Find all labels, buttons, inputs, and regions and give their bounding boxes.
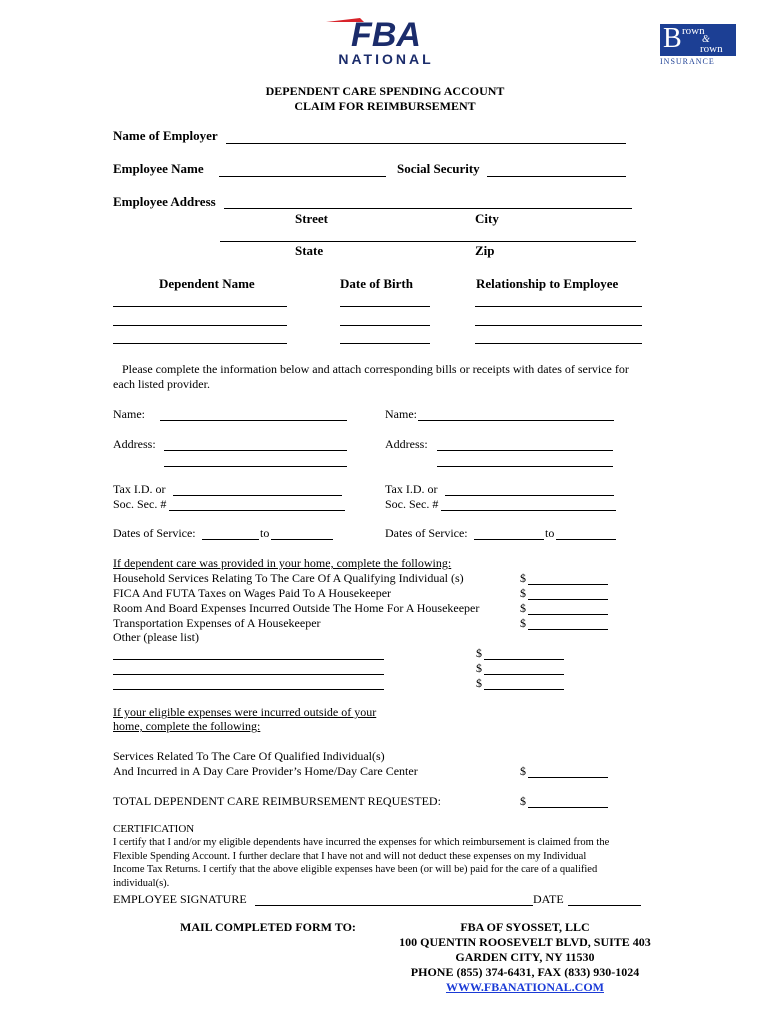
certification-heading: CERTIFICATION: [113, 823, 195, 835]
employee-name-field[interactable]: [219, 176, 386, 177]
total-label: TOTAL DEPENDENT CARE REIMBURSEMENT REQUESTED:: [113, 794, 441, 808]
signature-field[interactable]: [255, 905, 533, 906]
dependent-name-field-2[interactable]: [113, 325, 287, 326]
home-care-heading: If dependent care was provided in your home, complete the following:: [113, 556, 452, 570]
national-text: NATIONAL: [338, 51, 434, 67]
relationship-field-2[interactable]: [475, 325, 642, 326]
outside-care-services-1: Services Related To The Care Of Qualified Individual(s): [113, 749, 385, 763]
provider2-date-from-field[interactable]: [474, 539, 544, 540]
brown-logo-box: [660, 24, 736, 56]
other-amount-3[interactable]: [484, 689, 564, 690]
brown-and-brown-logo: [658, 24, 740, 66]
provider2-socsec-label: Soc. Sec. #: [385, 497, 439, 511]
provider2-taxid-label: Tax I.D. or: [385, 482, 438, 496]
provider2-address-field-2[interactable]: [437, 466, 613, 467]
certification-line-4: individual(s).: [113, 878, 170, 889]
home-care-item-4: Transportation Expenses of A Housekeeper: [113, 616, 321, 630]
state-zip-field[interactable]: [220, 241, 636, 242]
total-amount[interactable]: [528, 807, 608, 808]
home-care-amount-2[interactable]: [528, 599, 608, 600]
dob-field-3[interactable]: [340, 343, 430, 344]
brown-logo-b-mark: B: [663, 23, 682, 54]
home-care-amount-1[interactable]: [528, 584, 608, 585]
dependent-name-field-1[interactable]: [113, 306, 287, 307]
employer-label: Name of Employer: [113, 128, 218, 143]
provider1-address-field-1[interactable]: [164, 450, 347, 451]
provider2-address-label: Address:: [385, 437, 428, 451]
other-dollar-1: $: [476, 646, 482, 660]
city-label: City: [475, 211, 499, 226]
address-label: Employee Address: [113, 194, 216, 209]
home-care-dollar-2: $: [520, 586, 526, 600]
relationship-field-3[interactable]: [475, 343, 642, 344]
home-care-amount-4[interactable]: [528, 629, 608, 630]
other-desc-field-2[interactable]: [113, 674, 384, 675]
title-line1: DEPENDENT CARE SPENDING ACCOUNT: [265, 84, 505, 98]
other-desc-field-3[interactable]: [113, 689, 384, 690]
provider2-date-to-field[interactable]: [556, 539, 616, 540]
brown-logo-amp: &: [702, 34, 710, 45]
other-dollar-3: $: [476, 676, 482, 690]
mail-phone: PHONE (855) 374-6431, FAX (833) 930-1024: [410, 965, 640, 979]
certification-line-3: Income Tax Returns. I certify that the above eligible expenses have been (or will be) paid for the care of a qualified: [113, 864, 598, 875]
other-dollar-2: $: [476, 661, 482, 675]
ssn-label: Social Security: [397, 161, 480, 176]
provider2-socsec-field[interactable]: [441, 510, 616, 511]
employee-name-label: Employee Name: [113, 161, 204, 176]
street-city-field[interactable]: [224, 208, 632, 209]
home-care-dollar-1: $: [520, 571, 526, 585]
state-label: State: [295, 243, 324, 258]
provider1-taxid-label: Tax I.D. or: [113, 482, 166, 496]
outside-care-heading-1: If your eligible expenses were incurred outside of your: [113, 705, 377, 719]
home-care-item-2: FICA And FUTA Taxes on Wages Paid To A Housekeeper: [113, 586, 392, 600]
date-label: DATE: [533, 892, 564, 906]
provider1-address-label: Address:: [113, 437, 156, 451]
brown-logo-word2: rown: [700, 43, 723, 55]
mail-address2: GARDEN CITY, NY 11530: [455, 950, 595, 964]
title-line2: CLAIM FOR REIMBURSEMENT: [294, 99, 476, 113]
dependent-name-field-3[interactable]: [113, 343, 287, 344]
provider1-socsec-label: Soc. Sec. #: [113, 497, 167, 511]
brown-logo-sub: INSURANCE: [660, 57, 715, 66]
provider1-date-to-field[interactable]: [271, 539, 333, 540]
provider1-taxid-field[interactable]: [173, 495, 342, 496]
dob-field-2[interactable]: [340, 325, 430, 326]
signature-label: EMPLOYEE SIGNATURE: [113, 892, 247, 906]
provider1-name-label: Name:: [113, 407, 145, 421]
date-field[interactable]: [568, 905, 641, 906]
total-dollar: $: [520, 794, 526, 808]
home-care-amount-3[interactable]: [528, 614, 608, 615]
other-amount-1[interactable]: [484, 659, 564, 660]
provider1-socsec-field[interactable]: [169, 510, 345, 511]
brown-logo-word1: rown: [682, 25, 705, 37]
provider1-dates-label: Dates of Service:: [113, 526, 196, 540]
dob-field-1[interactable]: [340, 306, 430, 307]
home-care-item-1: Household Services Relating To The Care Of A Qualifying Individual (s): [113, 571, 464, 585]
provider2-name-field[interactable]: [418, 420, 614, 421]
home-care-item-3: Room And Board Expenses Incurred Outside The Home For A Housekeeper: [113, 601, 480, 615]
fba-text: FBA: [351, 16, 421, 54]
home-care-other-label: Other (please list): [113, 630, 199, 644]
provider2-address-field-1[interactable]: [437, 450, 613, 451]
home-care-dollar-3: $: [520, 601, 526, 615]
home-care-dollar-4: $: [520, 616, 526, 630]
provider2-taxid-field[interactable]: [445, 495, 614, 496]
provider2-dates-label: Dates of Service:: [385, 526, 468, 540]
website-link[interactable]: WWW.FBANATIONAL.COM: [445, 980, 604, 994]
other-desc-field-1[interactable]: [113, 659, 384, 660]
instructions-line1: Please complete the information below and attach corresponding bills or receipts with dates of service for: [122, 362, 629, 376]
outside-care-heading-2: home, complete the following:: [113, 719, 261, 733]
provider1-to-label: to: [260, 526, 270, 540]
provider2-to-label: to: [545, 526, 555, 540]
outside-care-services-2: And Incurred in A Day Care Provider’s Home/Day Care Center: [113, 764, 418, 778]
mail-address1: 100 QUENTIN ROOSEVELT BLVD, SUITE 403: [399, 935, 651, 949]
street-label: Street: [295, 211, 328, 226]
outside-care-amount[interactable]: [528, 777, 608, 778]
dependent-name-header: Dependent Name: [159, 276, 255, 291]
provider1-name-field[interactable]: [160, 420, 347, 421]
other-amount-2[interactable]: [484, 674, 564, 675]
employer-field[interactable]: [226, 143, 626, 144]
mail-label: MAIL COMPLETED FORM TO:: [180, 920, 356, 934]
certification-line-2: Flexible Spending Account. I further declare that I have not and will not deduct these expenses on my Individual: [113, 851, 587, 862]
provider1-date-from-field[interactable]: [202, 539, 259, 540]
instructions-line2: each listed provider.: [113, 377, 210, 391]
zip-label: Zip: [475, 243, 495, 258]
relationship-header: Relationship to Employee: [476, 276, 619, 291]
dob-header: Date of Birth: [340, 276, 413, 291]
fba-logo-graphic: [320, 14, 452, 68]
relationship-field-1[interactable]: [475, 306, 642, 307]
certification-line-1: I certify that I and/or my eligible dependents have incurred the expenses for which reimbursement is claimed from the: [113, 837, 610, 848]
fba-national-logo: [320, 14, 452, 68]
outside-care-dollar: $: [520, 764, 526, 778]
ssn-field[interactable]: [487, 176, 626, 177]
mail-company: FBA OF SYOSSET, LLC: [460, 920, 590, 934]
provider1-address-field-2[interactable]: [164, 466, 347, 467]
provider2-name-label: Name:: [385, 407, 417, 421]
